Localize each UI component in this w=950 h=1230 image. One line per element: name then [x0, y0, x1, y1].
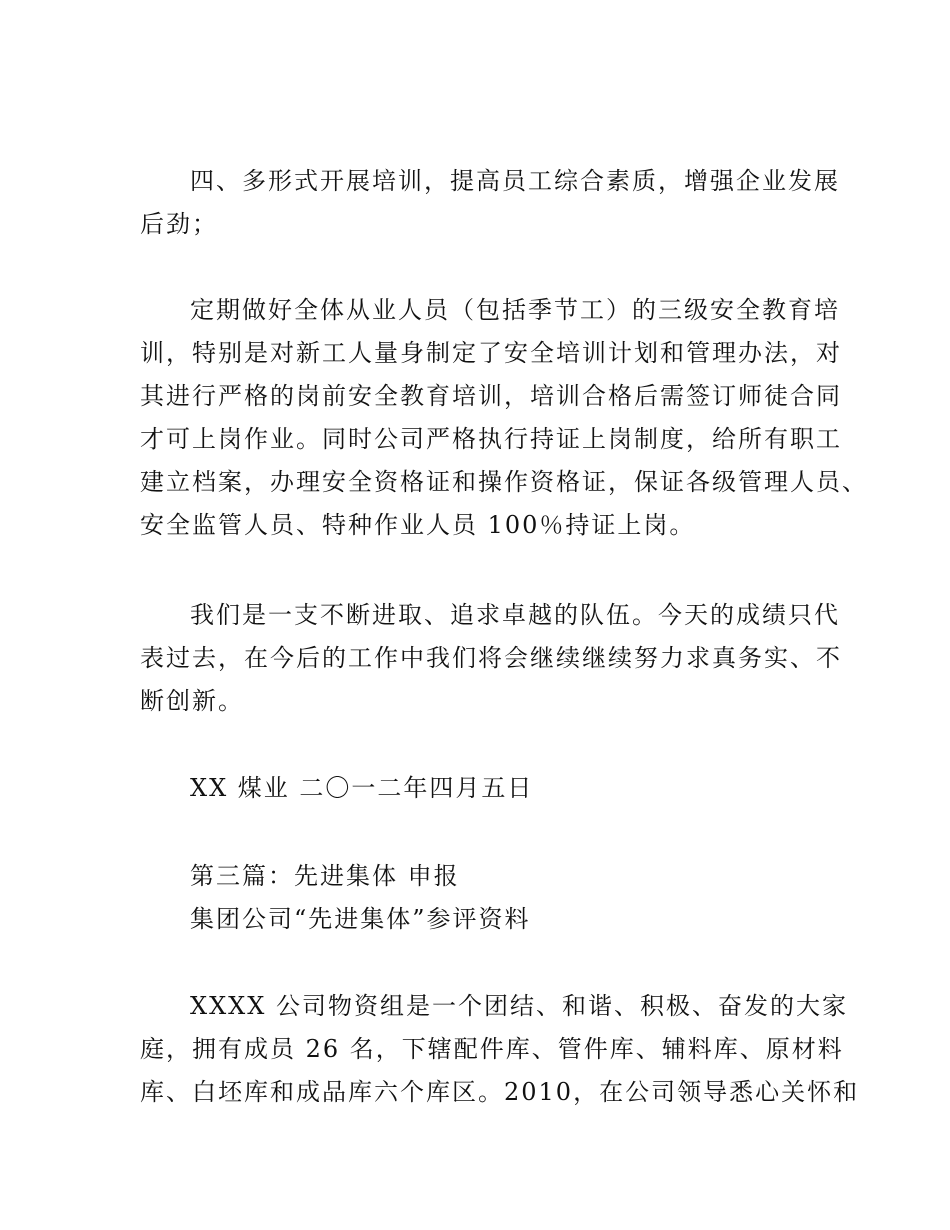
signature-line: XX 煤业 二〇一二年四月五日 [190, 774, 534, 802]
text-line: 四、多形式开展培训，提高员工综合素质，增强企业发展 [190, 167, 840, 195]
section-title: 第三篇：先进集体 申报 [190, 862, 460, 890]
paragraph-intro [140, 985, 860, 1114]
text-line: 建立档案，办理安全资格证和操作资格证，保证各级管理人员、 [140, 468, 868, 496]
paragraph-training-heading [140, 160, 840, 246]
paragraph-team [140, 594, 840, 723]
text-line: 训，特别是对新工人量身制定了安全培训计划和管理办法，对 [140, 339, 842, 367]
section-heading-block [140, 855, 840, 941]
text-line: XXXX 公司物资组是一个团结、和谐、积极、奋发的大家 [190, 992, 848, 1020]
text-line: 库、白坯库和成品库六个库区。2010，在公司领导悉心关怀和 [140, 1078, 860, 1106]
text-line: 安全监管人员、特种作业人员 100％持证上岗。 [140, 511, 696, 539]
text-line: 断创新。 [140, 687, 244, 715]
text-line: 庭，拥有成员 26 名，下辖配件库、管件库、辅料库、原材料 [140, 1035, 844, 1063]
text-line: 表过去，在今后的工作中我们将会继续继续努力求真务实、不 [140, 644, 842, 672]
text-line: 后劲； [140, 210, 218, 238]
section-subtitle: 集团公司“先进集体”参评资料 [190, 905, 531, 933]
text-line: 才可上岗作业。同时公司严格执行持证上岗制度，给所有职工 [140, 425, 842, 453]
text-line: 我们是一支不断进取、追求卓越的队伍。今天的成绩只代 [190, 601, 840, 629]
text-line: 其进行严格的岗前安全教育培训，培训合格后需签订师徒合同 [140, 382, 842, 410]
text-line: 定期做好全体从业人员（包括季节工）的三级安全教育培 [190, 296, 840, 324]
paragraph-safety-training [140, 289, 868, 547]
signature-block [140, 767, 840, 810]
